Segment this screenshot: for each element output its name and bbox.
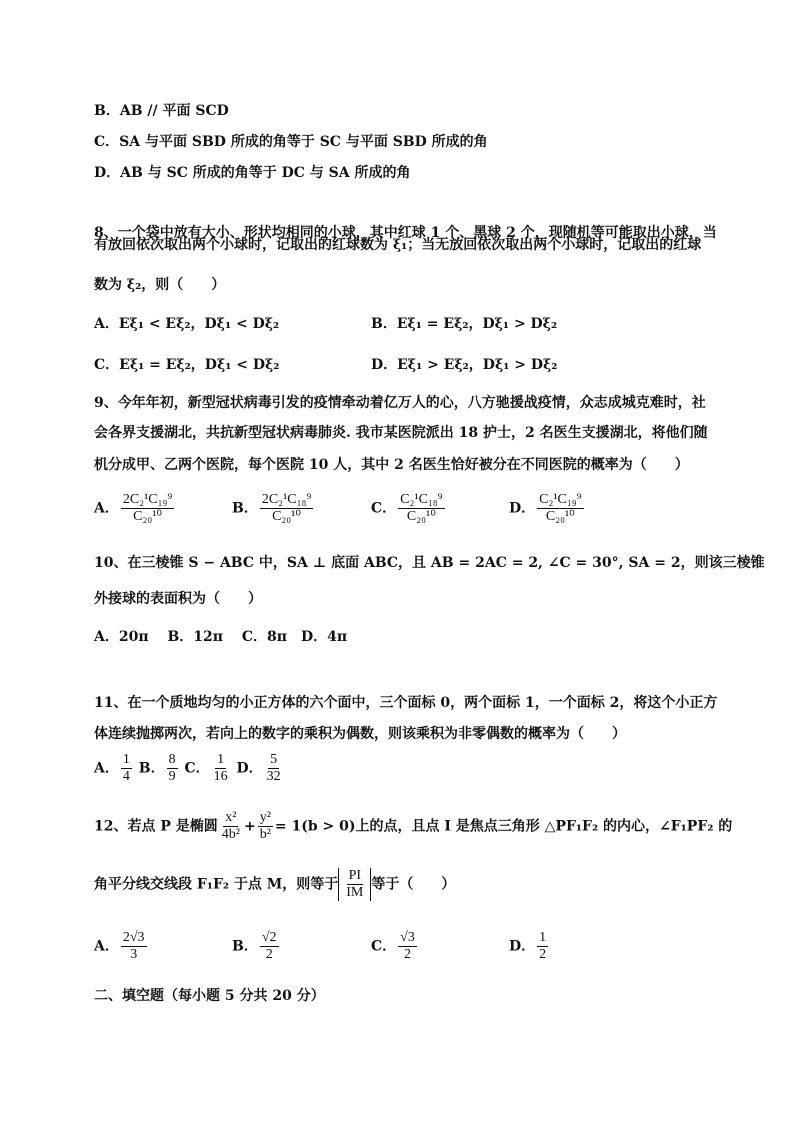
q9-option-d xyxy=(509,492,586,525)
q9-stem-line1: 9、今年年初，新型冠状病毒引发的疫情牵动着亿万人的心，八方驰援战疫情，众志成城克难时，社 xyxy=(94,395,706,411)
fraction xyxy=(265,752,283,785)
fraction xyxy=(344,868,365,901)
numerator: 5 xyxy=(270,752,278,767)
fraction xyxy=(537,492,583,525)
option-label: D． xyxy=(236,760,263,777)
option-label: C． xyxy=(371,500,397,517)
q8-option-a: A．Eξ₁ < Eξ₂，Dξ₁ < Dξ₂ xyxy=(94,316,280,332)
fraction xyxy=(167,752,178,785)
denominator: 9 xyxy=(168,769,176,784)
q7-option-b: B．AB // 平面 SCD xyxy=(94,103,229,119)
denominator: 16 xyxy=(213,769,228,784)
fraction xyxy=(212,752,230,785)
section-heading-fill-in: 二、填空题（每小题 5 分共 20 分） xyxy=(94,988,325,1004)
denominator: 3 xyxy=(130,947,138,962)
option-label: B． xyxy=(138,760,165,777)
q12-line2-prefix: 角平分线交线段 F₁F₂ 于点 M，则等于 xyxy=(94,876,339,893)
numerator: √2 xyxy=(261,930,277,945)
fraction xyxy=(121,492,174,525)
numerator: 1 xyxy=(539,930,547,945)
numerator: √3 xyxy=(400,930,415,945)
q11-stem-line2: 体连续抛掷两次，若向上的数字的乘积为偶数，则该乘积为非零偶数的概率为（ ） xyxy=(94,726,626,742)
q12-stem-line2 xyxy=(94,868,455,901)
q12-option-b xyxy=(232,930,281,963)
q9-stem-line2: 会各界支援湖北，共抗新型冠状病毒肺炎. 我市某医院派出 18 护士，2 名医生支援湖北，将他们随 xyxy=(94,425,708,441)
denominator: 2 xyxy=(404,947,411,962)
q9-option-a xyxy=(94,492,176,525)
denominator: 4 xyxy=(122,769,130,784)
fraction xyxy=(398,930,417,963)
q8-option-b: B．Eξ₁ = Eξ₂，Dξ₁ > Dξ₂ xyxy=(371,316,558,332)
q8-option-d: D．Eξ₁ > Eξ₂，Dξ₁ > Dξ₂ xyxy=(371,357,558,373)
denominator: C₂₀¹⁰ xyxy=(272,509,301,524)
q8-stem-line3: 数为 ξ₂，则（ ） xyxy=(94,277,226,293)
q12-option-c xyxy=(371,930,419,963)
option-label: C． xyxy=(184,760,210,777)
q7-option-c: C．SA 与平面 SBD 所成的角等于 SC 与平面 SBD 所成的角 xyxy=(94,134,488,150)
denominator: 2 xyxy=(539,947,547,962)
q10-stem-line1: 10、在三棱锥 S − ABC 中，SA ⊥ 底面 ABC，且 AB = 2AC = 2, ∠C = 30°, SA = 2，则该三棱锥 xyxy=(94,555,765,571)
denominator: 4b² xyxy=(221,827,240,842)
q9-option-c xyxy=(371,492,447,525)
numerator: PI xyxy=(348,868,362,883)
option-label: A． xyxy=(94,938,119,955)
option-label: D． xyxy=(509,938,536,955)
q12-prefix: 12、若点 P 是椭圆 xyxy=(94,818,218,835)
numerator: x² xyxy=(225,810,237,825)
q11-stem-line1: 11、在一个质地均匀的小正方体的六个面中，三个面标 0，两个面标 1，一个面标 2，将这个小正方 xyxy=(94,695,718,711)
q7-option-d: D．AB 与 SC 所成的角等于 DC 与 SA 所成的角 xyxy=(94,165,411,181)
q12-suffix: 上的点，且点 I 是焦点三角形 △PF₁F₂ 的内心，∠F₁PF₂ 的 xyxy=(355,818,733,835)
q10-stem-line2: 外接球的表面积为（ ） xyxy=(94,591,262,607)
fraction xyxy=(398,492,444,525)
numerator: C₂¹C₁₉⁹ xyxy=(539,492,582,507)
numerator: 2C₂¹C₁₉⁹ xyxy=(122,492,173,507)
q11-options xyxy=(94,752,285,785)
denominator: 2 xyxy=(265,947,273,962)
q9-stem-line3: 机分成甲、乙两个医院，每个医院 10 人，其中 2 名医生恰好被分在不同医院的概率为（ ） xyxy=(94,457,689,473)
equation-rhs: = 1(b > 0) xyxy=(274,818,356,835)
fraction xyxy=(121,752,132,785)
option-label: A． xyxy=(94,500,119,517)
absolute-value xyxy=(338,868,371,901)
denominator: C₂₀¹⁰ xyxy=(133,509,163,524)
numerator: 1 xyxy=(217,752,225,767)
q12-stem-line1 xyxy=(94,810,732,843)
q10-options: A．20π B．12π C．8π D．4π xyxy=(94,629,348,645)
q12-option-a xyxy=(94,930,149,963)
denominator: C₂₀¹⁰ xyxy=(406,509,436,524)
q8-option-c: C．Eξ₁ = Eξ₂，Dξ₁ < Dξ₂ xyxy=(94,357,280,373)
q8-stem-line2: 有放回依次取出两个小球时，记取出的红球数为 ξ₁；当无放回依次取出两个小球时，记取出的红球 xyxy=(94,237,702,253)
fraction xyxy=(121,930,147,963)
option-label: C． xyxy=(371,938,397,955)
option-label: D． xyxy=(509,500,536,517)
numerator: y² xyxy=(259,810,271,825)
option-label: B． xyxy=(232,938,258,955)
q12-option-d xyxy=(509,930,550,963)
numerator: 8 xyxy=(168,752,176,767)
fraction xyxy=(220,810,242,843)
numerator: C₂¹C₁₈⁹ xyxy=(400,492,443,507)
fraction xyxy=(537,930,548,963)
numerator: 2√3 xyxy=(122,930,145,945)
denominator: C₂₀¹⁰ xyxy=(545,509,575,524)
plus-sign: + xyxy=(243,818,256,835)
denominator: IM xyxy=(346,885,364,900)
option-label: A． xyxy=(94,760,119,777)
q9-option-b xyxy=(232,492,315,525)
q12-line2-suffix: 等于（ ） xyxy=(371,876,456,893)
fraction xyxy=(260,930,279,963)
numerator: 1 xyxy=(122,752,130,767)
option-label: B． xyxy=(232,500,258,517)
numerator: 2C₂¹C₁₈⁹ xyxy=(261,492,312,507)
denominator: b² xyxy=(259,827,271,842)
q8-stem-line1: 8、一个袋中放有大小、形状均相同的小球，其中红球 1 个、黑球 2 个，现随机等可能取出小球，当 xyxy=(94,225,717,241)
denominator: 32 xyxy=(266,769,281,784)
fraction xyxy=(260,492,313,525)
fraction xyxy=(258,810,273,843)
